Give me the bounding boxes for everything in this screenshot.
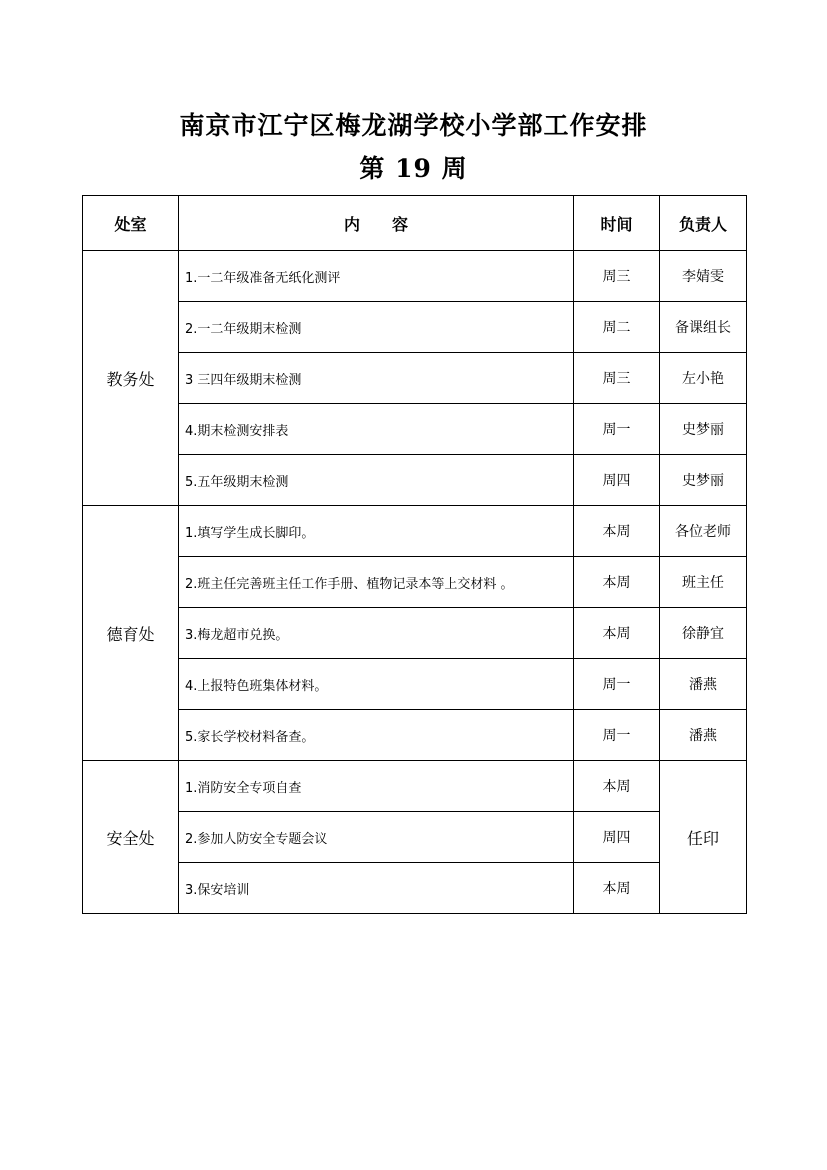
time-cell: 本周 xyxy=(574,557,660,608)
content-cell: 2.班主任完善班主任工作手册、植物记录本等上交材料 。 xyxy=(179,557,574,608)
time-cell: 周一 xyxy=(574,404,660,455)
table-row xyxy=(83,608,747,659)
content-cell: 4.上报特色班集体材料。 xyxy=(179,659,574,710)
table-row xyxy=(83,557,747,608)
dept-cell-safety: 安全处 xyxy=(83,761,179,914)
time-cell: 本周 xyxy=(574,608,660,659)
table-row xyxy=(83,455,747,506)
time-cell: 本周 xyxy=(574,761,660,812)
content-cell: 5.五年级期末检测 xyxy=(179,455,574,506)
content-cell: 1.一二年级准备无纸化测评 xyxy=(179,251,574,302)
table-row xyxy=(83,659,747,710)
table-row xyxy=(83,812,747,863)
owner-cell: 备课组长 xyxy=(660,302,747,353)
time-cell: 本周 xyxy=(574,506,660,557)
content-cell: 4.期末检测安排表 xyxy=(179,404,574,455)
header-row xyxy=(83,196,747,251)
time-cell: 周三 xyxy=(574,251,660,302)
owner-cell: 潘燕 xyxy=(660,710,747,761)
owner-cell: 各位老师 xyxy=(660,506,747,557)
table-row xyxy=(83,251,747,302)
document-title: 南京市江宁区梅龙湖学校小学部工作安排 xyxy=(179,111,648,140)
time-cell: 周四 xyxy=(574,812,660,863)
content-cell: 2.参加人防安全专题会议 xyxy=(179,812,574,863)
content-cell: 3.梅龙超市兑换。 xyxy=(179,608,574,659)
content-cell: 3.保安培训 xyxy=(179,863,574,914)
time-cell: 周四 xyxy=(574,455,660,506)
owner-cell: 潘燕 xyxy=(660,659,747,710)
owner-cell: 史梦丽 xyxy=(660,404,747,455)
header-time: 时间 xyxy=(574,196,660,251)
header-dept: 处室 xyxy=(83,196,179,251)
owner-cell: 李婧雯 xyxy=(660,251,747,302)
owner-cell-merged: 任印 xyxy=(660,761,747,914)
week-label: 第 19 周 xyxy=(359,154,468,183)
table-row xyxy=(83,863,747,914)
schedule-table xyxy=(82,195,747,914)
time-cell: 周一 xyxy=(574,659,660,710)
table-row xyxy=(83,353,747,404)
table-row xyxy=(83,404,747,455)
time-cell: 周二 xyxy=(574,302,660,353)
owner-cell: 班主任 xyxy=(660,557,747,608)
content-cell: 3 三四年级期末检测 xyxy=(179,353,574,404)
header-owner: 负责人 xyxy=(660,196,747,251)
owner-cell: 徐静宜 xyxy=(660,608,747,659)
time-cell: 本周 xyxy=(574,863,660,914)
owner-cell: 史梦丽 xyxy=(660,455,747,506)
owner-cell: 左小艳 xyxy=(660,353,747,404)
content-cell: 1.填写学生成长脚印。 xyxy=(179,506,574,557)
dept-cell-academic: 教务处 xyxy=(83,251,179,506)
content-cell: 1.消防安全专项自查 xyxy=(179,761,574,812)
table-row xyxy=(83,302,747,353)
dept-cell-moral: 德育处 xyxy=(83,506,179,761)
table-row xyxy=(83,506,747,557)
table-row xyxy=(83,761,747,812)
content-cell: 5.家长学校材料备查。 xyxy=(179,710,574,761)
header-content: 内 容 xyxy=(179,196,574,251)
content-cell: 2.一二年级期末检测 xyxy=(179,302,574,353)
table-row xyxy=(83,710,747,761)
time-cell: 周三 xyxy=(574,353,660,404)
time-cell: 周一 xyxy=(574,710,660,761)
